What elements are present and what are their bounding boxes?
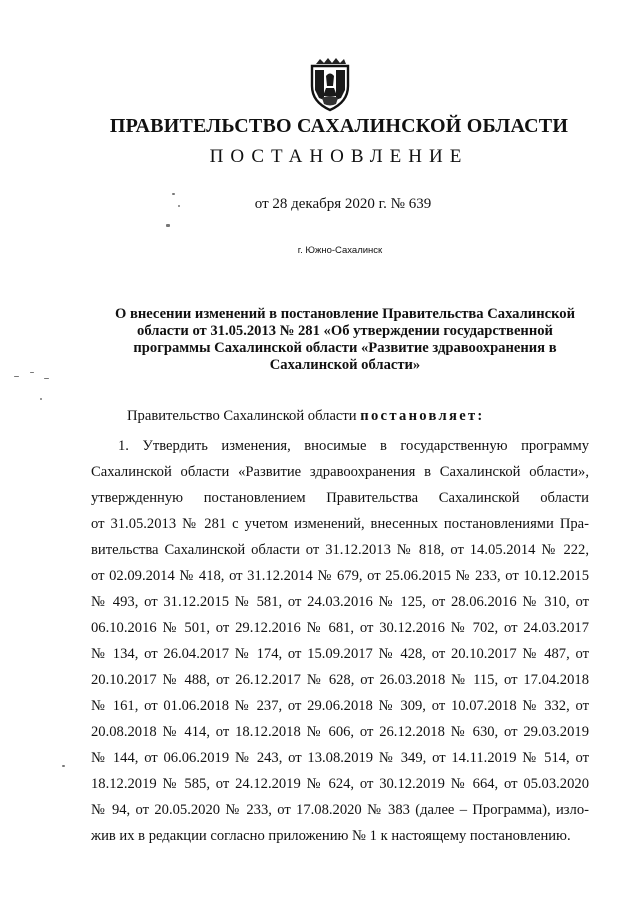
document-type: ПОСТАНОВЛЕНИЕ <box>209 146 469 167</box>
document-subject <box>90 306 600 374</box>
body-line: вительства Сахалинской области от 31.12.2013 № 818, от 14.05.2014 № 222, <box>91 542 589 558</box>
body-line: 06.10.2016 № 501, от 29.12.2016 № 681, от 30.12.2016 № 702, от 24.03.2017 <box>91 620 589 636</box>
government-name: ПРАВИТЕЛЬСТВО САХАЛИНСКОЙ ОБЛАСТИ <box>109 115 569 137</box>
subject-line: Сахалинской области» <box>269 357 421 373</box>
body-line: 1. Утвердить изменения, вносимые в государственную программу <box>118 438 589 454</box>
document-date-number: от 28 декабря 2020 г. № 639 <box>254 196 432 212</box>
subject-line: О внесении изменений в постановление Правительства Сахалинской <box>114 306 576 322</box>
body-line: 20.08.2018 № 414, от 18.12.2018 № 606, от 26.12.2018 № 630, от 29.03.2019 <box>91 724 589 740</box>
body-line: от 31.05.2013 № 281 с учетом изменений, внесенных постановлениями Пра- <box>91 516 589 532</box>
scan-speck <box>172 193 175 195</box>
body-paragraph <box>91 433 589 849</box>
body-line: № 94, от 20.05.2020 № 233, от 17.08.2020 № 383 (далее – Программа), изло- <box>91 802 589 818</box>
scan-speck <box>40 398 42 400</box>
subject-line: области от 31.05.2013 № 281 «Об утверждении государственной <box>137 323 553 339</box>
body-line: от 02.09.2014 № 418, от 31.12.2014 № 679, от 25.06.2015 № 233, от 10.12.2015 <box>91 568 589 584</box>
intro-verb: постановляет: <box>360 408 485 424</box>
scan-speck <box>30 372 34 373</box>
scan-speck <box>166 224 170 227</box>
body-line: 18.12.2019 № 585, от 24.12.2019 № 624, от 30.12.2019 № 664, от 05.03.2020 <box>91 776 589 792</box>
body-line: № 144, от 06.06.2019 № 243, от 13.08.2019 № 349, от 14.11.2019 № 514, от <box>91 750 589 766</box>
scan-speck <box>178 205 180 207</box>
body-line: № 134, от 26.04.2017 № 174, от 15.09.2017 № 428, от 20.10.2017 № 487, от <box>91 646 589 662</box>
coat-of-arms-icon <box>306 56 354 112</box>
subject-line: программы Сахалинской области «Развитие здравоохранения в <box>133 340 557 356</box>
body-line: утвержденную постановлением Правительства Сахалинской области <box>91 490 589 506</box>
document-city: г. Южно-Сахалинск <box>297 245 383 256</box>
intro-prefix: Правительство Сахалинской области <box>127 408 357 424</box>
body-line: № 161, от 01.06.2018 № 237, от 29.06.2018 № 309, от 10.07.2018 № 332, от <box>91 698 589 714</box>
body-line: 20.10.2017 № 488, от 26.12.2017 № 628, от 26.03.2018 № 115, от 17.04.2018 <box>91 672 589 688</box>
scan-speck <box>44 378 49 379</box>
scan-speck <box>62 765 65 767</box>
intro-paragraph <box>127 408 485 425</box>
body-line: Сахалинской области «Развитие здравоохранения в Сахалинской области», <box>91 464 589 480</box>
body-line: № 493, от 31.12.2015 № 581, от 24.03.2016 № 125, от 28.06.2016 № 310, от <box>91 594 589 610</box>
body-line: жив их в редакции согласно приложению № 1 к настоящему постановлению. <box>91 828 571 844</box>
scan-speck <box>14 376 19 377</box>
